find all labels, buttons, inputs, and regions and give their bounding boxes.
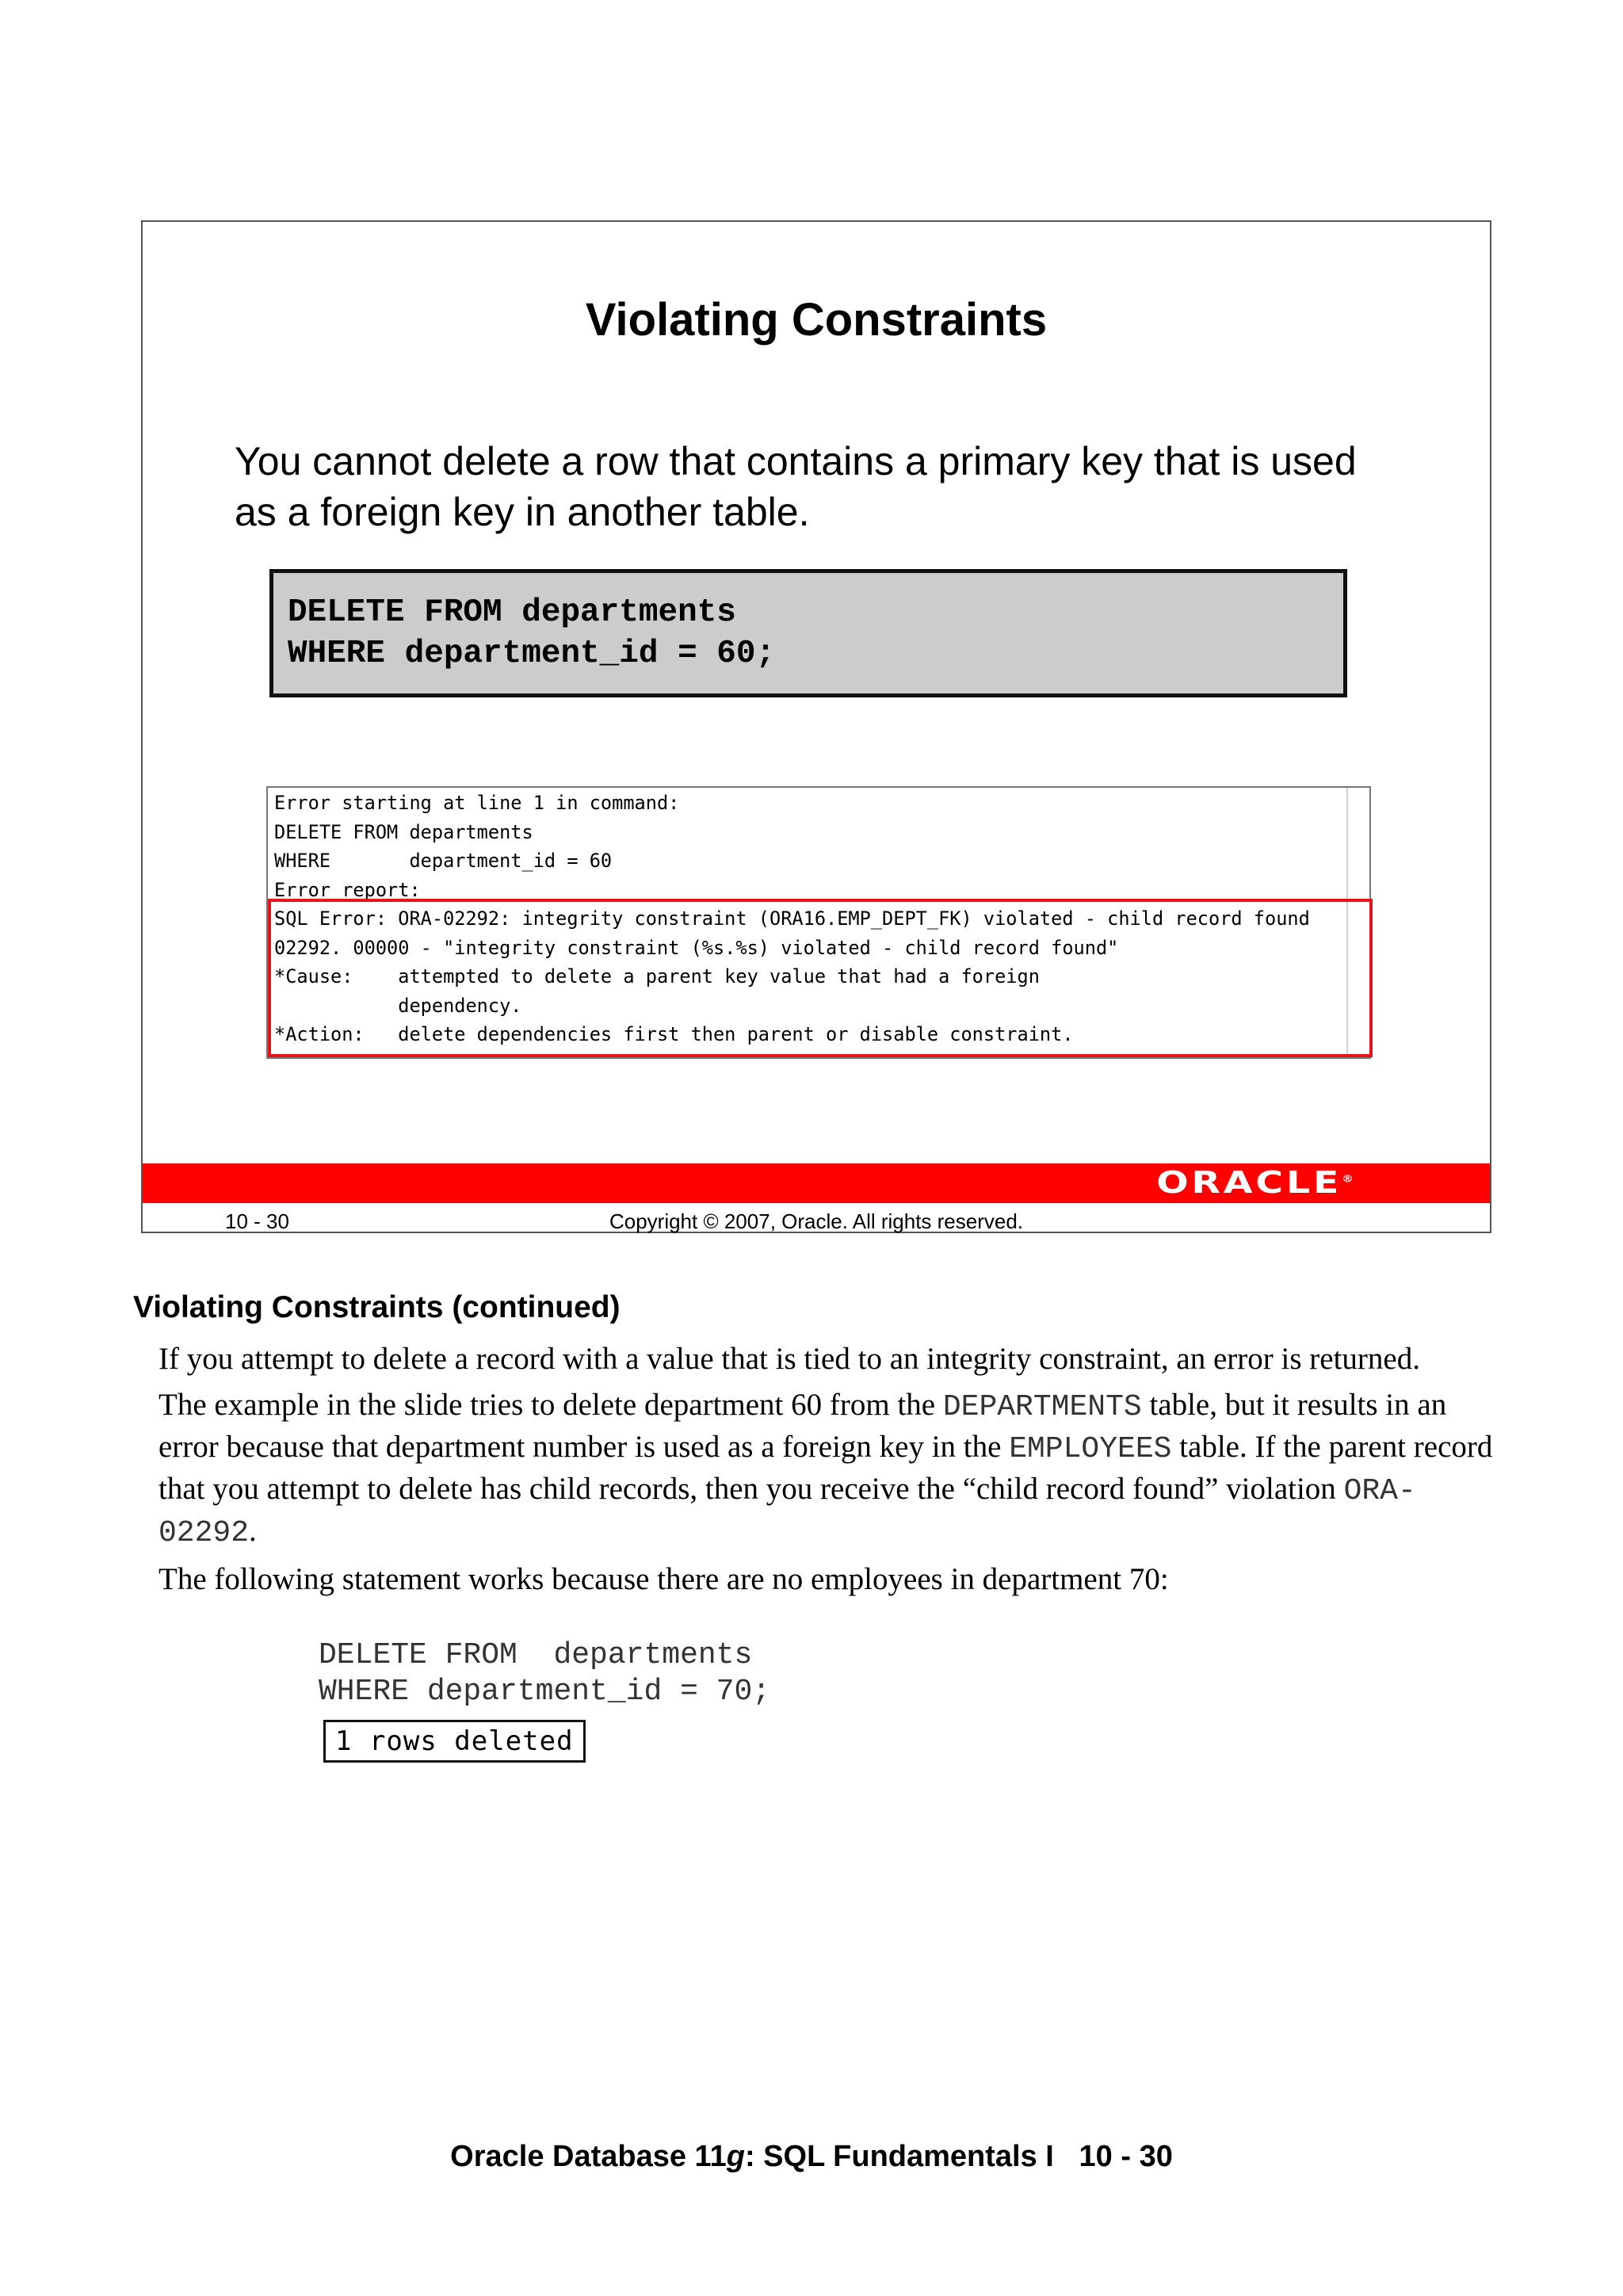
result-message-box: 1 rows deleted	[323, 1720, 586, 1763]
code-line: DELETE FROM departments	[319, 1638, 753, 1672]
notes-text: table, but it results in an error because that department number is used as a foreign key in the	[158, 1388, 1447, 1464]
footer-text: Oracle Database 11	[450, 2140, 727, 2173]
page-footer	[0, 2140, 1623, 2174]
code-line: WHERE department_id = 70;	[319, 1675, 771, 1709]
oracle-logo	[1156, 1165, 1354, 1200]
console-line: Error starting at line 1 in command:	[274, 792, 680, 814]
notes-paragraph: If you attempt to delete a record with a value that is tied to an integrity constraint, an error is returned.	[158, 1342, 1420, 1376]
notes-paragraph: The following statement works because there are no employees in department 70:	[158, 1562, 1169, 1596]
slide-number: 10 - 30	[225, 1209, 289, 1233]
error-output-panel	[266, 786, 1371, 1059]
registered-mark: ®	[1342, 1173, 1354, 1185]
footer-text-italic: g	[726, 2140, 745, 2173]
sql-code-box	[269, 569, 1347, 697]
error-code: ORA-02292	[158, 1474, 1416, 1550]
slide-bullet-text: You cannot delete a row that contains a primary key that is used as a foreign key in another table.	[235, 439, 1357, 534]
notes-text: table. If the parent record that you attempt to delete has child records, then you receive the “child record found” violation	[158, 1430, 1493, 1506]
console-line: WHERE department_id = 60	[274, 850, 613, 872]
notes-body	[158, 1339, 1506, 1606]
code-line: DELETE FROM departments	[288, 594, 736, 631]
console-line: 02292. 00000 - "integrity constraint (%s.%s) violated - child record found"	[274, 936, 1119, 959]
notes-code-example	[319, 1637, 770, 1710]
slide-title: Violating Constraints	[585, 294, 1048, 346]
slide-frame	[141, 220, 1491, 1233]
console-line: *Cause: attempted to delete a parent key value that had a foreign	[274, 965, 1040, 988]
console-line: *Action: delete dependencies first then parent or disable constraint.	[274, 1023, 1074, 1045]
console-line: DELETE FROM departments	[274, 820, 533, 843]
table-name-employees: EMPLOYEES	[1009, 1432, 1172, 1466]
oracle-logo-text: ORACLE	[1156, 1165, 1342, 1200]
console-line: dependency.	[274, 994, 522, 1017]
code-line: WHERE department_id = 60;	[288, 636, 776, 672]
notes-text: The example in the slide tries to delete department 60 from the	[158, 1388, 943, 1422]
notes-paragraph	[158, 1385, 1506, 1553]
footer-text: : SQL Fundamentals I 10 - 30	[744, 2140, 1173, 2173]
error-highlight-box	[268, 899, 1373, 1057]
notes-heading: Violating Constraints (continued)	[133, 1290, 621, 1324]
notes-text: .	[249, 1514, 257, 1548]
console-line: Error report:	[274, 878, 421, 901]
slide-copyright: Copyright © 2007, Oracle. All rights reserved.	[609, 1209, 1024, 1233]
console-line: SQL Error: ORA-02292: integrity constraint (ORA16.EMP_DEPT_FK) violated - child record found	[274, 907, 1310, 930]
table-name-departments: DEPARTMENTS	[942, 1390, 1142, 1424]
